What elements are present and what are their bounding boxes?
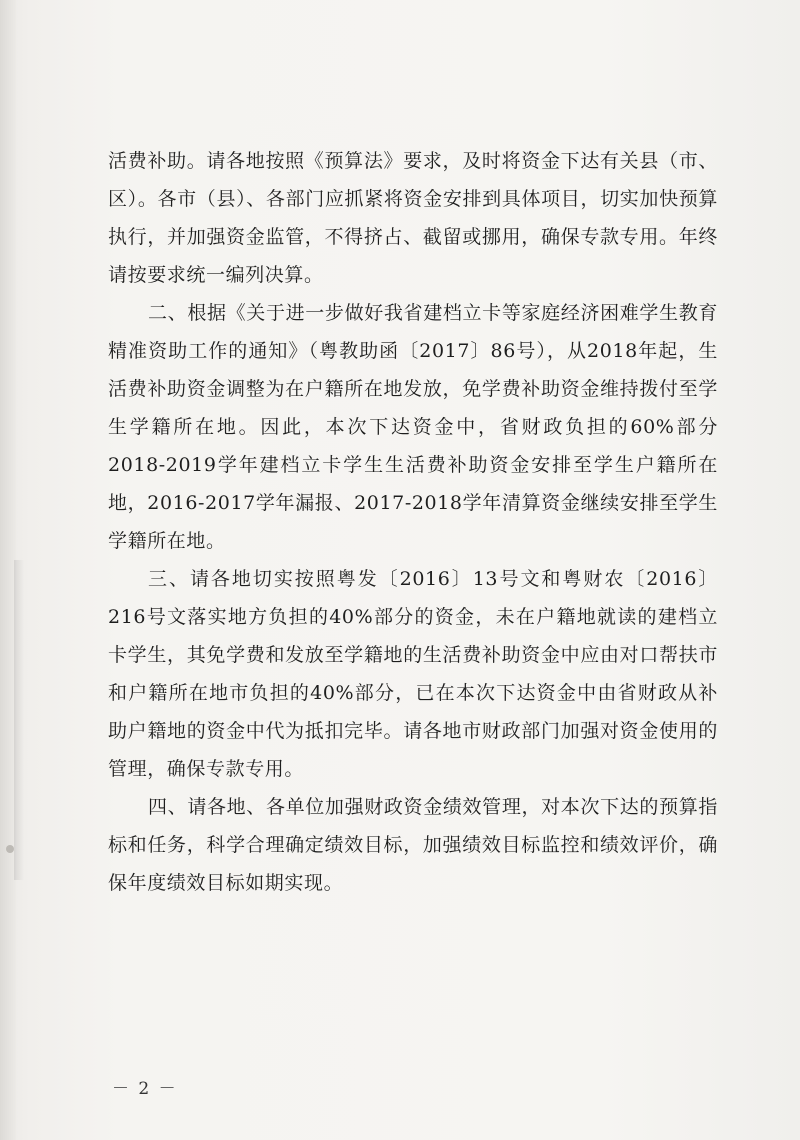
paragraph-text: 二、根据《关于进一步做好我省建档立卡等家庭经济困难学生教育精准资助工作的通知》（粤教助函〔2017〕86号），从2018年起，生活费补助资金调整为在户籍所在地发放，免学费补助资金维持拨付至学生学籍所在地。因此，本次下达资金中，省财政负担的60%部分2018-2019学年建档立卡学生生活费补助资金安排至学生户籍所在地，2016-2017学年漏报、2017-2018学年清算资金继续安排至学生学籍所在地。 xyxy=(108,302,718,552)
paragraph-2 xyxy=(108,294,718,560)
paragraph-4 xyxy=(108,788,718,902)
page-number: － 2 － xyxy=(112,1079,178,1099)
binding-hole-mark xyxy=(6,845,14,853)
document-body xyxy=(108,142,718,902)
paragraph-3 xyxy=(108,560,718,788)
paragraph-text: 三、请各地切实按照粤发〔2016〕13号文和粤财农〔2016〕216号文落实地方负担的40%部分的资金，未在户籍地就读的建档立卡学生，其免学费和发放至学籍地的生活费补助资金中应由对口帮扶市和户籍所在地市负担的40%部分，已在本次下达资金中由省财政从补助户籍地的资金中代为抵扣完毕。请各地市财政部门加强对资金使用的管理，确保专款专用。 xyxy=(108,568,718,780)
paragraph-text: 活费补助。请各地按照《预算法》要求，及时将资金下达有关县（市、区）。各市（县）、各部门应抓紧将资金安排到具体项目，切实加快预算执行，并加强资金监管，不得挤占、截留或挪用，确保专款专用。年终请按要求统一编列决算。 xyxy=(108,150,718,286)
paragraph-1 xyxy=(108,142,718,294)
page-fold-shadow xyxy=(14,560,24,880)
paragraph-text: 四、请各地、各单位加强财政资金绩效管理，对本次下达的预算指标和任务，科学合理确定绩效目标，加强绩效目标监控和绩效评价，确保年度绩效目标如期实现。 xyxy=(108,796,718,894)
